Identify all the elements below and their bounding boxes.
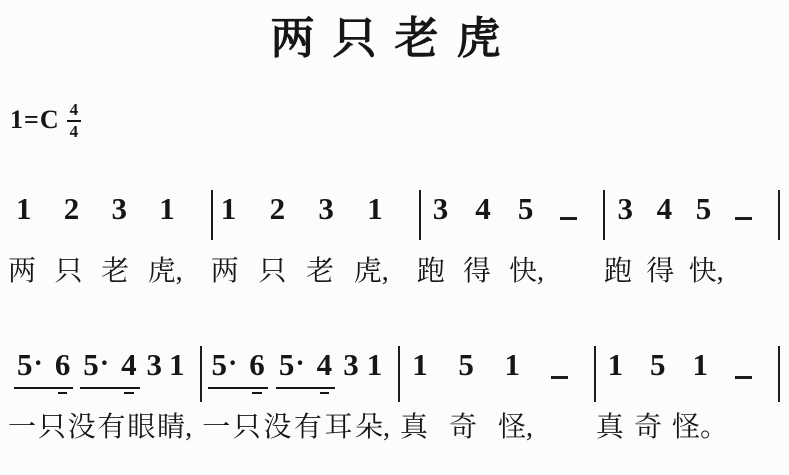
measure	[213, 190, 419, 242]
note: 5	[695, 191, 712, 226]
lyric-syllable: 快,	[508, 256, 544, 287]
music-line-1	[8, 190, 780, 242]
measure	[8, 190, 211, 242]
lyric-syllable: 跑	[604, 256, 633, 287]
note: 1	[504, 347, 520, 382]
eighth-underline	[14, 387, 73, 389]
measure	[8, 346, 200, 404]
lyric-syllable: 老	[306, 256, 335, 287]
lyric-measure	[400, 408, 594, 454]
sustain-dash	[560, 217, 577, 220]
lyric-syllable: 有	[293, 412, 322, 443]
lyric-syllable: 虎,	[147, 256, 183, 287]
lyric-syllable: 两	[8, 256, 37, 287]
music-line-2	[8, 346, 780, 404]
augmentation-dot: ·	[33, 348, 43, 379]
note-group	[276, 346, 335, 386]
lyric-measure	[604, 252, 778, 294]
note: 1	[367, 191, 383, 226]
lyric-syllable: 一	[202, 412, 231, 443]
time-signature	[67, 100, 82, 140]
eighth-underline	[208, 387, 267, 389]
measure	[605, 190, 778, 242]
note: 3	[343, 347, 359, 382]
lyric-syllable: 怪,	[497, 412, 533, 443]
lyric-measure	[596, 408, 778, 454]
lyric-syllable: 两	[210, 256, 239, 287]
note-group	[14, 346, 73, 386]
lyric-spacer	[778, 408, 780, 454]
note: 3	[617, 191, 633, 226]
note: 3	[146, 347, 163, 382]
note: 5·	[211, 347, 238, 382]
sixteenth-underline	[252, 392, 262, 394]
note-group	[208, 346, 267, 386]
eighth-underline	[276, 387, 335, 389]
sixteenth-underline	[58, 392, 68, 394]
note: 2	[63, 191, 80, 226]
lyric-syllable: 老	[101, 256, 130, 287]
lyric-syllable: 跑	[416, 256, 445, 287]
lyrics-line-1	[8, 252, 780, 294]
note: 4	[121, 346, 137, 386]
note: 1	[159, 191, 175, 226]
lyric-syllable: 有	[97, 412, 126, 443]
lyric-measure	[417, 252, 602, 294]
lyric-syllable: 真	[400, 412, 429, 443]
lyric-syllable: 得	[646, 256, 675, 287]
lyric-syllable: 虎,	[353, 256, 389, 287]
key-tonic: 1=C	[10, 105, 60, 134]
augmentation-dot: ·	[295, 348, 305, 379]
note: 5·	[278, 347, 305, 382]
lyric-syllable: 真	[595, 412, 624, 443]
note: 1	[366, 347, 383, 382]
barline	[778, 190, 780, 240]
note: 5·	[83, 347, 110, 382]
note: 1	[607, 347, 624, 382]
note: 3	[318, 191, 334, 226]
note: 4	[475, 191, 491, 226]
note: 6	[249, 346, 265, 386]
note: 1	[168, 347, 185, 382]
lyric-measure	[211, 252, 415, 294]
lyric-measure	[8, 252, 209, 294]
sustain-dash	[735, 217, 752, 220]
note: 2	[269, 191, 286, 226]
lyric-syllable: 快,	[688, 256, 724, 287]
note: 4	[656, 191, 673, 226]
lyric-syllable: 只	[232, 412, 261, 443]
time-signature-denominator: 4	[69, 122, 79, 141]
note: 5	[650, 347, 666, 382]
lyric-syllable: 眼	[127, 412, 156, 443]
measure	[596, 346, 778, 404]
lyric-syllable: 只	[37, 412, 66, 443]
song-title: 两只老虎	[270, 14, 519, 63]
note: 1	[220, 191, 237, 226]
lyric-syllable: 奇	[633, 412, 662, 443]
lyric-syllable: 睛,	[157, 412, 193, 443]
note: 5	[517, 191, 534, 226]
note: 5	[458, 347, 474, 382]
note: 6	[55, 346, 71, 386]
note: 1	[16, 191, 32, 226]
lyric-measure	[8, 408, 200, 454]
measure	[202, 346, 398, 404]
note: 1	[692, 347, 709, 382]
sixteenth-underline	[320, 392, 330, 394]
note: 1	[412, 347, 428, 382]
sustain-dash	[735, 376, 752, 379]
measure	[421, 190, 604, 242]
lyric-syllable: 耳	[324, 412, 353, 443]
note: 3	[432, 191, 449, 226]
lyric-syllable: 奇	[449, 412, 478, 443]
lyric-syllable: 没	[263, 412, 292, 443]
measure	[400, 346, 593, 404]
barline	[778, 346, 780, 402]
augmentation-dot: ·	[99, 348, 110, 379]
lyric-syllable: 没	[67, 412, 96, 443]
note-group	[80, 346, 139, 386]
lyric-syllable: 只	[258, 256, 287, 287]
lyric-syllable: 只	[54, 256, 83, 287]
lyric-spacer	[778, 252, 780, 294]
note: 5·	[17, 347, 43, 382]
lyric-syllable: 朵,	[355, 412, 391, 443]
note: 3	[111, 191, 128, 226]
eighth-underline	[80, 387, 139, 389]
sixteenth-underline	[124, 392, 134, 394]
lyric-syllable: 一	[8, 412, 37, 443]
time-signature-numerator: 4	[67, 100, 82, 122]
lyric-syllable: 得	[462, 256, 491, 287]
note: 4	[317, 346, 333, 386]
augmentation-dot: ·	[227, 348, 238, 379]
lyrics-line-2	[8, 408, 780, 454]
lyric-syllable: 怪。	[671, 412, 728, 443]
key-signature	[10, 100, 81, 140]
lyric-measure	[202, 408, 398, 454]
sustain-dash	[551, 376, 568, 379]
